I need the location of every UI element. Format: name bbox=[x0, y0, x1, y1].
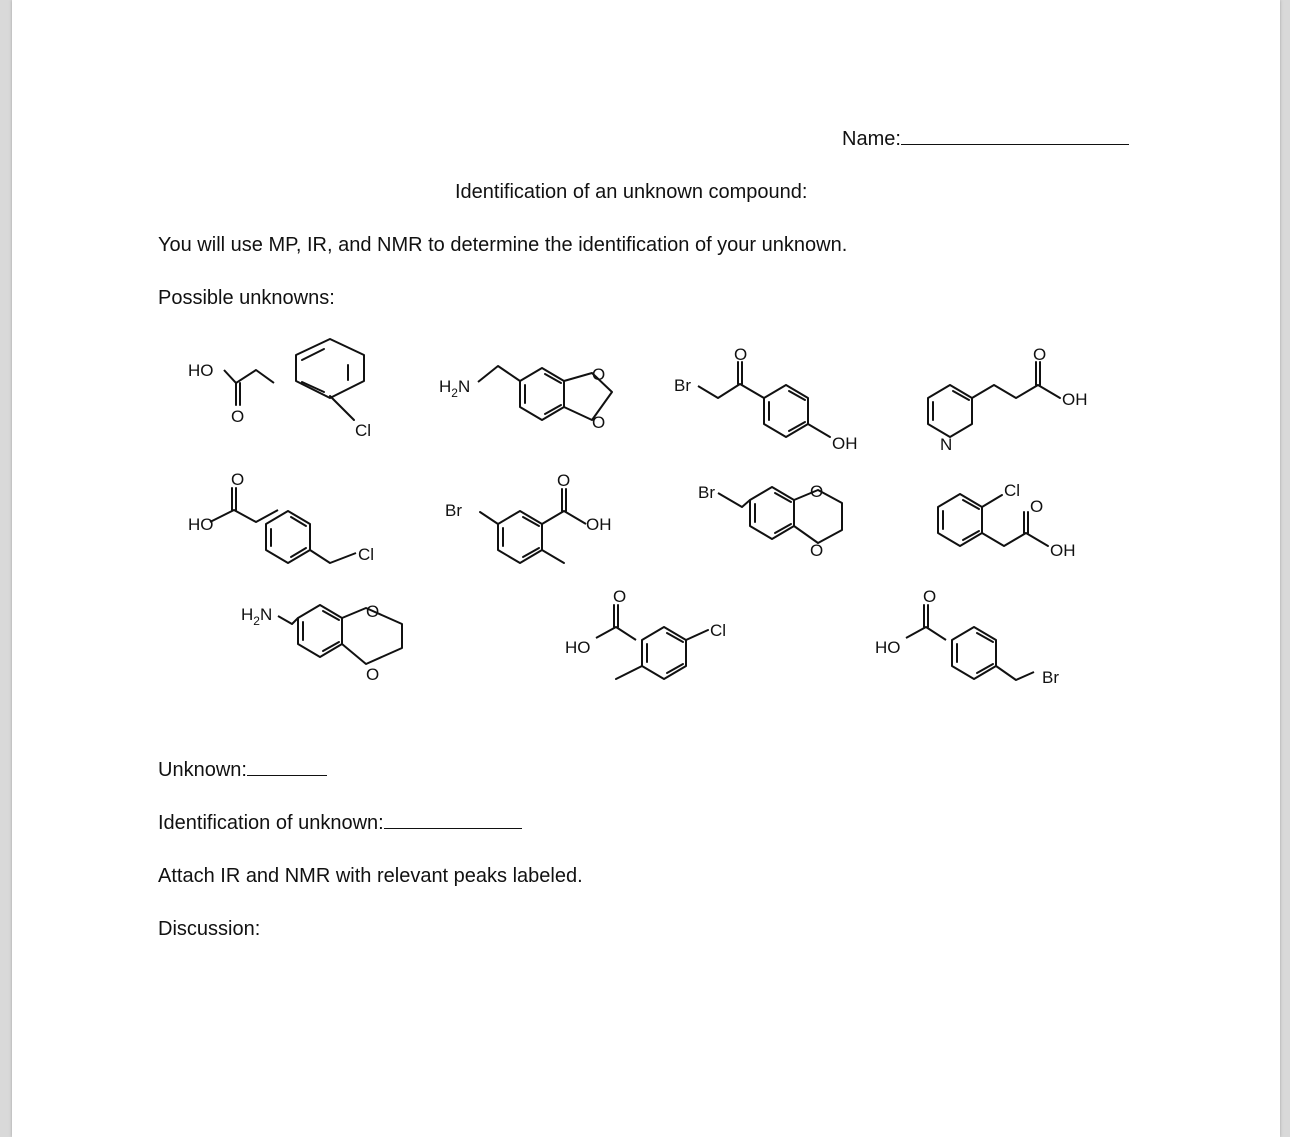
structure-1-label-o: O bbox=[231, 407, 245, 426]
structure-7-label-o2: O bbox=[810, 541, 824, 560]
structure-8-label-oh: OH bbox=[1050, 541, 1076, 560]
discussion-label: Discussion: bbox=[158, 918, 261, 940]
structure-1-label-cl: Cl bbox=[355, 421, 372, 440]
structure-4-label-o: O bbox=[1033, 345, 1047, 364]
identification-blank[interactable] bbox=[384, 827, 522, 829]
structure-9 bbox=[241, 602, 402, 684]
structure-10 bbox=[565, 587, 726, 679]
instructions-text: You will use MP, IR, and NMR to determine the identification of your unknown. bbox=[158, 234, 848, 256]
structure-11-label-o: O bbox=[923, 587, 937, 606]
structure-3-label-oh: OH bbox=[832, 434, 858, 453]
structure-10-label-cl: Cl bbox=[710, 621, 727, 640]
attach-instructions: Attach IR and NMR with relevant peaks labeled. bbox=[158, 865, 583, 887]
structure-3-label-br: Br bbox=[674, 376, 691, 395]
unknown-label: Unknown: bbox=[158, 759, 247, 781]
structure-1-label-ho: HO bbox=[188, 361, 214, 380]
identification-field[interactable] bbox=[158, 812, 522, 835]
structure-6 bbox=[445, 471, 612, 563]
unknown-field[interactable] bbox=[158, 759, 327, 782]
structure-6-label-o: O bbox=[557, 471, 571, 490]
structure-2 bbox=[439, 365, 612, 432]
structure-2-label-o1: O bbox=[592, 365, 606, 384]
structure-7 bbox=[698, 482, 842, 560]
structure-11-label-ho: HO bbox=[875, 638, 901, 657]
structure-8-label-cl: Cl bbox=[1004, 481, 1021, 500]
structure-5-label-o: O bbox=[231, 470, 245, 489]
possible-unknowns-label: Possible unknowns: bbox=[158, 287, 335, 309]
structure-7-label-br: Br bbox=[698, 483, 715, 502]
structure-4-label-n: N bbox=[940, 435, 953, 454]
structure-1 bbox=[188, 339, 371, 440]
structure-3 bbox=[674, 345, 858, 453]
structure-5-label-ho: HO bbox=[188, 515, 214, 534]
structure-8 bbox=[938, 481, 1076, 560]
structure-6-label-br: Br bbox=[445, 501, 462, 520]
document-page bbox=[12, 0, 1280, 1137]
structure-2-label-o2: O bbox=[592, 413, 606, 432]
identification-label: Identification of unknown: bbox=[158, 812, 384, 834]
structure-10-label-o: O bbox=[613, 587, 627, 606]
structures-panel bbox=[12, 0, 1280, 1137]
structure-11 bbox=[875, 587, 1059, 687]
structure-9-label-o2: O bbox=[366, 665, 380, 684]
structure-4-label-oh: OH bbox=[1062, 390, 1088, 409]
structure-9-label-o1: O bbox=[366, 602, 380, 621]
name-label: Name: bbox=[842, 128, 901, 150]
structure-5 bbox=[188, 470, 374, 564]
structure-4 bbox=[928, 345, 1088, 454]
structure-8-label-o: O bbox=[1030, 497, 1044, 516]
page-title: Identification of an unknown compound: bbox=[455, 181, 808, 203]
structure-11-label-br: Br bbox=[1042, 668, 1059, 687]
structure-3-label-o: O bbox=[734, 345, 748, 364]
structure-5-label-cl: Cl bbox=[358, 545, 375, 564]
structure-10-label-ho: HO bbox=[565, 638, 591, 657]
unknown-blank[interactable] bbox=[247, 774, 327, 776]
structure-7-label-o1: O bbox=[810, 482, 824, 501]
structure-2-label-nh2: $H_2N$ bbox=[439, 377, 471, 400]
structure-9-label-nh2: $H_2N$ bbox=[241, 605, 273, 628]
structure-6-label-oh: OH bbox=[586, 515, 612, 534]
